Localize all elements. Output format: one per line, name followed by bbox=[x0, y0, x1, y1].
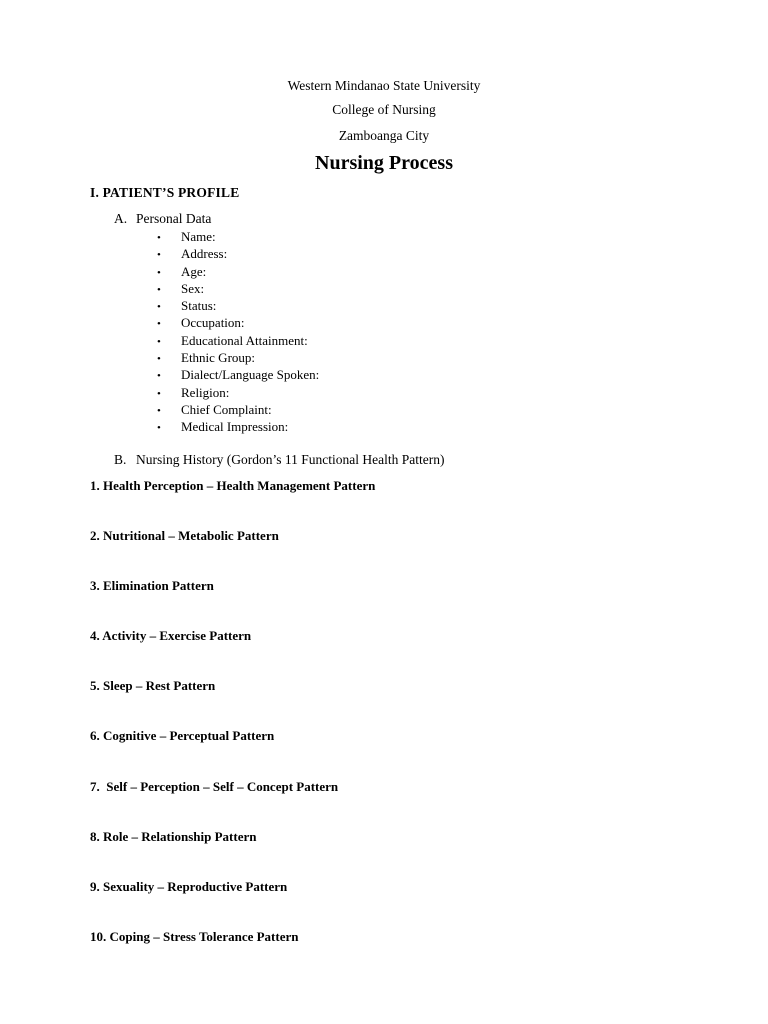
bullet-icon: • bbox=[157, 266, 161, 279]
personal-data-item bbox=[157, 263, 319, 280]
personal-data-label: Age: bbox=[181, 263, 207, 279]
personal-data-label: Chief Complaint: bbox=[181, 401, 272, 417]
personal-data-label: Religion: bbox=[181, 384, 230, 400]
health-pattern-heading: 1. Health Perception – Health Management Pattern bbox=[90, 478, 376, 493]
sub-a-label: Personal Data bbox=[136, 211, 212, 226]
personal-data-subheading bbox=[114, 211, 211, 227]
bullet-icon: • bbox=[157, 335, 161, 348]
health-pattern-heading: 10. Coping – Stress Tolerance Pattern bbox=[90, 928, 299, 944]
personal-data-label: Dialect/Language Spoken: bbox=[181, 367, 320, 383]
bullet-icon: • bbox=[157, 301, 161, 314]
personal-data-label: Educational Attainment: bbox=[181, 332, 308, 348]
personal-data-label: Medical Impression: bbox=[181, 419, 289, 435]
patient-profile-heading: I. PATIENT’S PROFILE bbox=[90, 185, 240, 200]
bullet-icon: • bbox=[157, 283, 161, 296]
nursing-history-subheading bbox=[114, 452, 444, 468]
bullet-icon: • bbox=[157, 318, 161, 331]
personal-data-item bbox=[157, 366, 319, 383]
personal-data-item bbox=[157, 245, 319, 262]
personal-data-item bbox=[157, 384, 319, 401]
health-pattern-heading: 4. Activity – Exercise Pattern bbox=[90, 628, 252, 644]
personal-data-label: Name: bbox=[181, 229, 216, 244]
health-pattern-heading: 2. Nutritional – Metabolic Pattern bbox=[90, 528, 279, 544]
personal-data-label: Ethnic Group: bbox=[181, 350, 256, 366]
city-name: Zamboanga City bbox=[338, 128, 430, 143]
bullet-icon: • bbox=[157, 249, 161, 262]
health-pattern-heading: 3. Elimination Pattern bbox=[90, 578, 214, 594]
personal-data-item bbox=[157, 349, 319, 366]
personal-data-label: Address: bbox=[181, 246, 228, 262]
personal-data-label: Sex: bbox=[181, 280, 205, 296]
university-name: Western Mindanao State University bbox=[287, 78, 481, 93]
personal-data-item bbox=[157, 314, 319, 331]
health-pattern-heading: 9. Sexuality – Reproductive Pattern bbox=[90, 878, 288, 894]
bullet-icon: • bbox=[157, 232, 161, 244]
personal-data-item bbox=[157, 228, 319, 245]
bullet-icon: • bbox=[157, 422, 161, 435]
bullet-icon: • bbox=[157, 387, 161, 400]
sub-a-letter: A. bbox=[114, 211, 128, 226]
bullet-icon: • bbox=[157, 370, 161, 383]
personal-data-item bbox=[157, 401, 319, 418]
health-pattern-heading: 5. Sleep – Rest Pattern bbox=[90, 678, 216, 694]
health-pattern-heading: 6. Cognitive – Perceptual Pattern bbox=[90, 728, 275, 744]
personal-data-list bbox=[157, 228, 319, 436]
personal-data-item bbox=[157, 280, 319, 297]
college-name: College of Nursing bbox=[332, 102, 436, 117]
personal-data-item bbox=[157, 297, 319, 314]
sub-b-label: Nursing History (Gordon’s 11 Functional Health Pattern) bbox=[136, 452, 445, 467]
bullet-icon: • bbox=[157, 353, 161, 366]
health-pattern-heading: 7. Self – Perception – Self – Concept Pattern bbox=[90, 778, 339, 794]
personal-data-label: Status: bbox=[181, 298, 217, 314]
personal-data-item bbox=[157, 418, 319, 435]
health-pattern-heading: 8. Role – Relationship Pattern bbox=[90, 828, 257, 844]
personal-data-label: Occupation: bbox=[181, 315, 245, 331]
page-title: Nursing Process bbox=[315, 152, 453, 174]
sub-b-letter: B. bbox=[114, 452, 127, 467]
bullet-icon: • bbox=[157, 404, 161, 417]
health-pattern-list bbox=[90, 477, 375, 978]
personal-data-item bbox=[157, 332, 319, 349]
